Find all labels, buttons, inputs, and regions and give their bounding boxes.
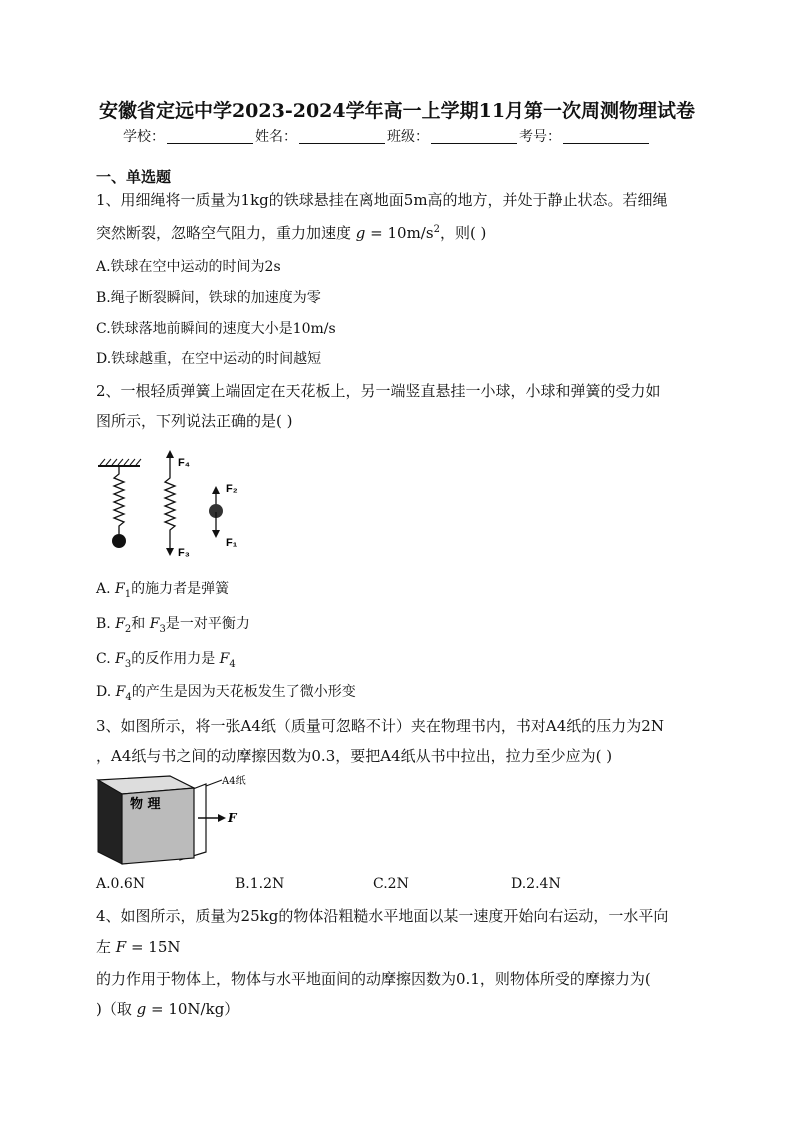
spring-force-diagram — [94, 448, 254, 564]
exam-no-blank[interactable] — [563, 128, 649, 144]
section-heading: 一、单选题 — [96, 168, 172, 186]
q4-line1: 4、如图所示，质量为25kg的物体沿粗糙水平地面以某一速度开始向右运动，一水平向 — [96, 907, 669, 925]
q3-option-c: C.2N — [373, 876, 409, 892]
spring-2 — [165, 472, 175, 536]
q4-line3: 的力作用于物体上，物体与水平地面间的动摩擦因数为0.1，则物体所受的摩擦力为( — [96, 970, 651, 988]
a4-label: A4纸 — [222, 776, 246, 787]
book-spine — [98, 780, 122, 864]
q4-line2: 左 F = 15N — [96, 938, 181, 956]
name-label: 姓名： — [255, 129, 297, 145]
q3-option-b: B.1.2N — [235, 876, 285, 892]
force-arrow-head — [218, 814, 226, 822]
q2-option-d: D. $F_4$的产生是因为天花板发生了微小形变 — [96, 684, 356, 703]
ceiling-hatch — [100, 459, 141, 465]
class-blank[interactable] — [431, 128, 517, 144]
q3-option-d: D.2.4N — [511, 876, 561, 892]
q1-option-c: C.铁球落地前瞬间的速度大小是10m/s — [96, 321, 336, 337]
q1-line2: 突然断裂，忽略空气阻力，重力加速度 $g = 10m/s^2$，则( ) — [96, 224, 487, 242]
arrow-f3-head — [166, 548, 174, 556]
class-label: 班级： — [387, 129, 429, 145]
q3-line1: 3、如图所示，将一张A4纸（质量可忽略不计）夹在物理书内，书对A4纸的压力为2N — [96, 717, 664, 735]
q2-line2: 图所示，下列说法正确的是( ) — [96, 412, 293, 430]
spring-1 — [114, 466, 124, 534]
a4-pointer — [206, 780, 222, 786]
arrow-f4-head — [166, 450, 174, 458]
q2-option-b: B. $F_2$和 $F_3$是一对平衡力 — [96, 616, 250, 635]
q1-line1: 1、用细绳将一质量为1kg的铁球悬挂在离地面5m高的地方，并处于静止状态。若细绳 — [96, 191, 668, 209]
page-title: 安徽省定远中学2023-2024学年高一上学期11月第一次周测物理试卷 — [98, 100, 696, 122]
school-label: 学校： — [123, 129, 165, 145]
label-f2: F₂ — [226, 483, 238, 495]
arrow-f1-head — [212, 530, 220, 538]
label-f3: F₃ — [178, 547, 190, 559]
ball-1 — [112, 534, 126, 548]
q3-line2: ，A4纸与书之间的动摩擦因数为0.3，要把A4纸从书中拉出，拉力至少应为( ) — [96, 747, 613, 765]
exam-no-label: 考号： — [519, 129, 561, 145]
q1-option-d: D.铁球越重，在空中运动的时间越短 — [96, 351, 322, 367]
info-line — [123, 126, 651, 146]
force-label: F — [228, 811, 237, 825]
q3-option-a: A.0.6N — [96, 876, 146, 892]
label-f1: F₁ — [226, 537, 238, 549]
q2-option-c: C. $F_3$的反作用力是 $F_4$ — [96, 651, 236, 670]
q1-option-a: A.铁球在空中运动的时间为2s — [96, 259, 281, 275]
name-blank[interactable] — [299, 128, 385, 144]
book-paper-diagram — [94, 772, 264, 868]
label-f4: F₄ — [178, 457, 190, 469]
q2-line1: 2、一根轻质弹簧上端固定在天花板上，另一端竖直悬挂一小球，小球和弹簧的受力如 — [96, 382, 661, 400]
book-title: 物 理 — [130, 797, 161, 812]
q2-option-a: A. $F_1$的施力者是弹簧 — [96, 581, 230, 600]
q4-line4: )（取 g = 10N/kg） — [96, 1000, 240, 1018]
school-blank[interactable] — [167, 128, 253, 144]
arrow-f2-head — [212, 486, 220, 494]
q1-option-b: B.绳子断裂瞬间，铁球的加速度为零 — [96, 290, 321, 306]
